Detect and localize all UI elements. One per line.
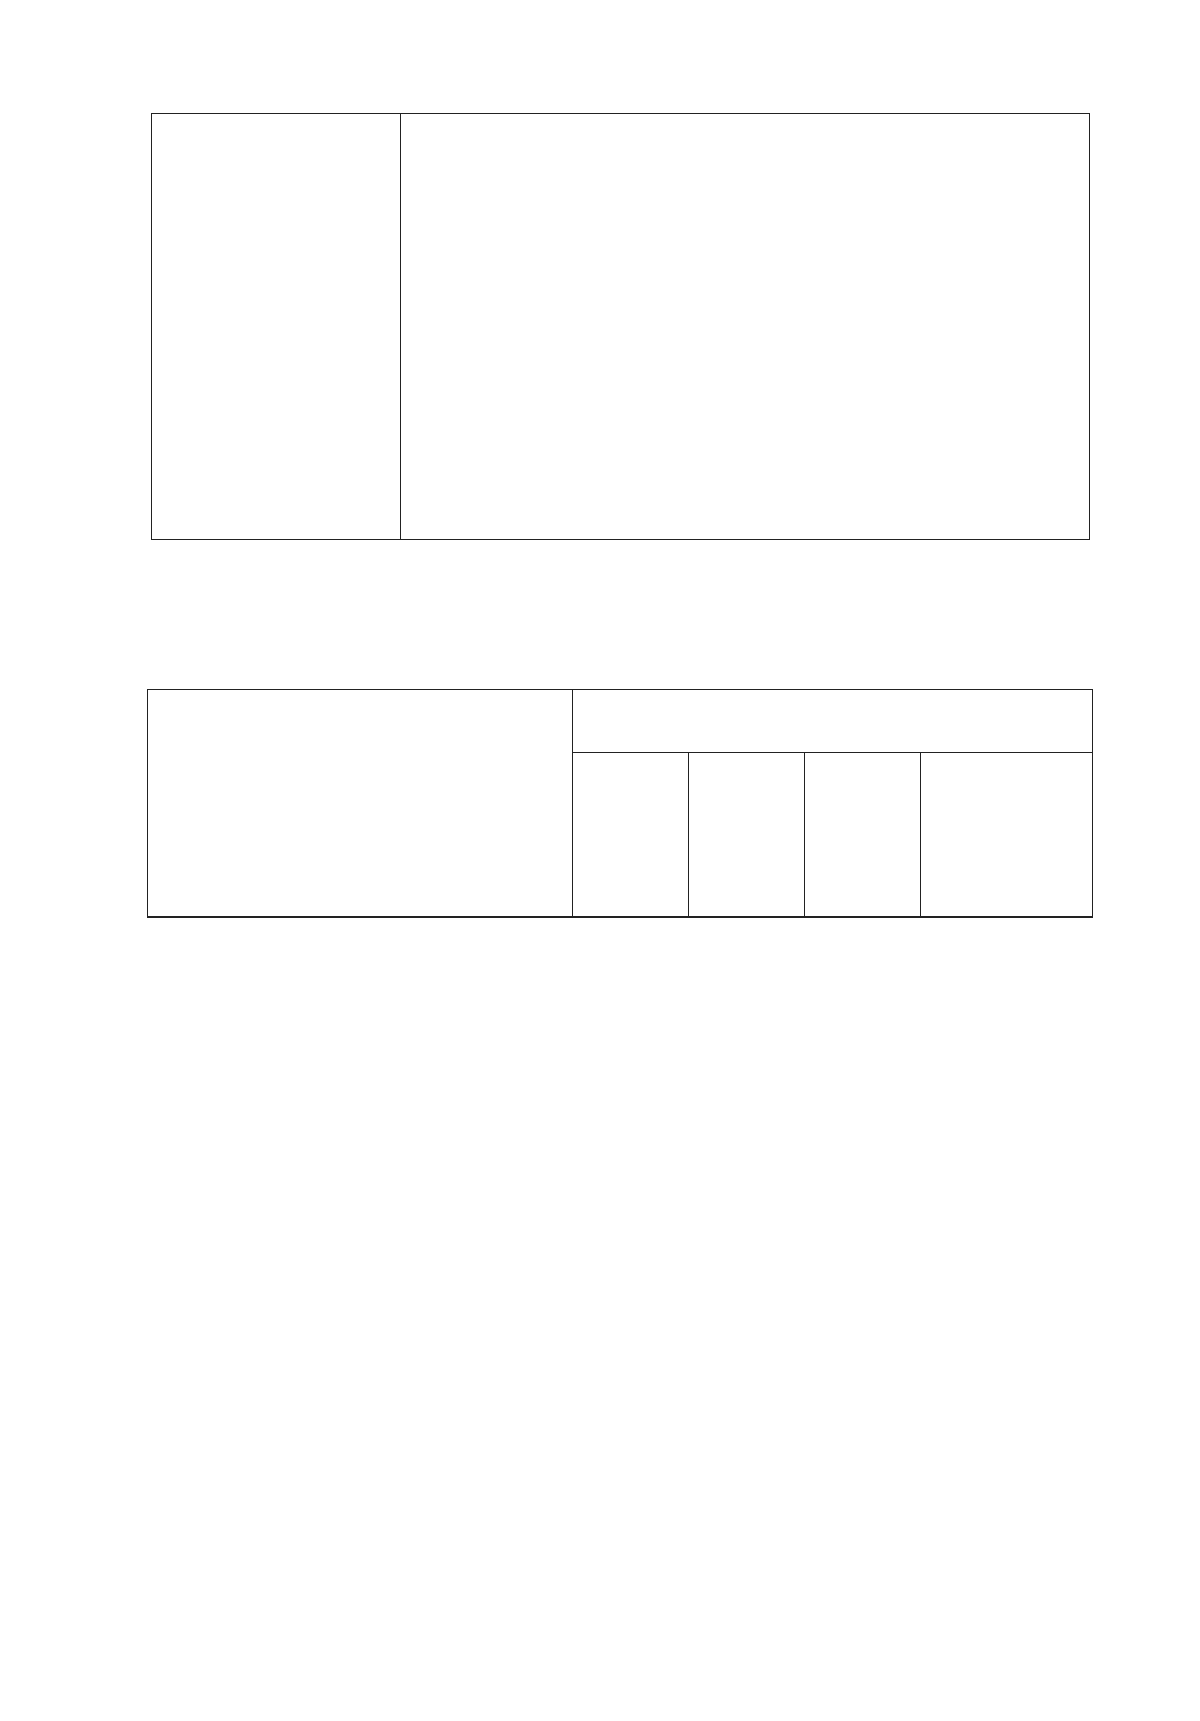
column-index	[689, 917, 805, 918]
column-index-row	[148, 917, 1093, 918]
column-index	[148, 917, 573, 918]
header-total	[921, 753, 1093, 917]
column-index	[805, 917, 921, 918]
funding-summary-table	[151, 113, 1090, 540]
header-program-name	[148, 690, 573, 917]
header-year-2025	[573, 753, 689, 917]
column-index	[573, 917, 689, 918]
funding-summary-lines	[401, 114, 1089, 116]
header-year-2027	[805, 753, 921, 917]
column-index	[921, 917, 1093, 918]
header-funding-volume	[573, 690, 1093, 753]
header-year-2026	[689, 753, 805, 917]
financing-sources-table	[147, 689, 1093, 918]
funding-summary-text-cell	[401, 114, 1090, 540]
funding-summary-empty-cell	[152, 114, 401, 540]
